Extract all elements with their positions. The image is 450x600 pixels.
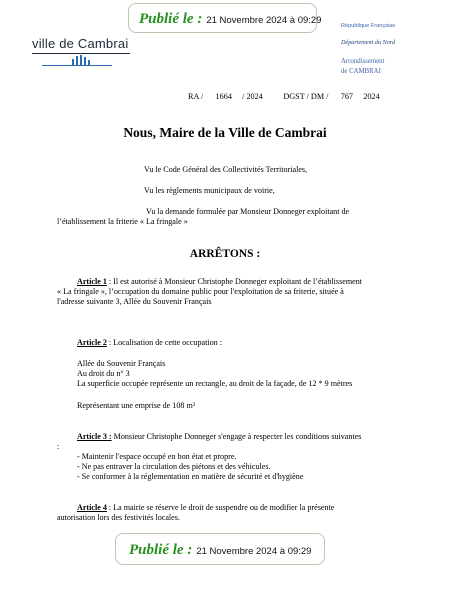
article-3-items	[77, 452, 407, 482]
article-4-line-1: : La mairie se réserve le droit de suspendre ou de modifier la présente	[106, 503, 335, 512]
publication-label: Publié le :	[139, 11, 203, 27]
reference-line	[188, 92, 380, 101]
article-1-line-3: l'adresse suivante 3, Allée du Souvenir Français	[57, 297, 212, 306]
article-1-line-2: « La fringale », l’occupation du domaine public pour l'exploitation de sa friterie, située à	[57, 287, 344, 296]
consideration-1: Vu le Code Général des Collectivités Territoriales,	[144, 165, 308, 174]
republic-label: République Française	[341, 23, 396, 29]
article-3-item-1: - Maintenir l'espace occupé en bon état et propre.	[77, 452, 237, 461]
article-2-line-2: Au droit du n° 3	[77, 369, 130, 378]
publication-datetime: 21 Novembre 2024 à 09:29	[206, 15, 322, 26]
city-logo	[32, 36, 132, 72]
arrondissement-label	[341, 57, 384, 76]
article-4-label: Article 4	[77, 503, 107, 512]
arretons-heading: ARRÊTONS :	[189, 248, 261, 260]
article-2-intro: : Localisation de cette occupation :	[106, 338, 222, 347]
publication-datetime: 21 Novembre 2024 à 09:29	[196, 546, 312, 557]
article-3-item-3: - Se conformer à la réglementation en matière de sécurité et d'hygiène	[77, 472, 304, 481]
article-1-line-1: : Il est autorisé à Monsieur Christophe Donneger exploitant de l’établissement	[106, 277, 363, 286]
article-2-label: Article 2	[77, 338, 107, 347]
consideration-continuation: l’établissement la friterie « La fringale »	[57, 217, 188, 226]
article-2-line-3: La superficie occupée représente un rectangle, au droit de la façade, de 12 * 9 mètres	[77, 379, 353, 388]
article-3-label: Article 3 :	[77, 432, 112, 441]
consideration-3: Vu la demande formulée par Monsieur Donneger exploitant de	[146, 207, 350, 216]
article-3	[57, 432, 402, 452]
article-1	[57, 277, 397, 307]
ra-label: RA /	[188, 92, 204, 101]
department-label: Département du Nord	[341, 39, 396, 46]
article-4	[57, 503, 397, 523]
ra-number: 1664	[215, 92, 232, 101]
article-3-intro: Monsieur Christophe Donneger s'engage à respecter les conditions suivantes	[111, 432, 362, 441]
publication-stamp-top	[128, 3, 322, 33]
logo-underline	[32, 53, 130, 54]
arrondissement-line2: de CAMBRAI	[341, 67, 381, 75]
article-2-line-1: Allée du Souvenir Français	[77, 359, 166, 368]
article-2	[57, 338, 397, 348]
dgst-label: DGST / DM /	[283, 92, 329, 101]
article-4-line-2: autorisation lors des festivités locales.	[57, 513, 180, 522]
publication-stamp-bottom	[115, 533, 325, 565]
article-3-colon: :	[57, 442, 60, 451]
ra-year: / 2024	[242, 92, 263, 101]
dgst-year: 2024	[363, 92, 380, 101]
dgst-number: 767	[340, 92, 353, 101]
article-2-emprise: Représentant une emprise de 108 m²	[77, 401, 196, 410]
logo-base-line	[42, 65, 112, 66]
logo-text: ville de Cambrai	[32, 36, 129, 51]
page-title: Nous, Maire de la Ville de Cambrai	[123, 125, 327, 140]
article-2-details	[77, 359, 407, 389]
arrondissement-line1: Arrondissement	[341, 58, 385, 65]
publication-label: Publié le :	[129, 542, 193, 558]
consideration-2: Vu les règlements municipaux de voirie,	[144, 186, 275, 195]
article-1-label: Article 1	[77, 277, 107, 286]
article-3-item-2: - Ne pas entraver la circulation des piétons et des véhicules.	[77, 462, 271, 471]
